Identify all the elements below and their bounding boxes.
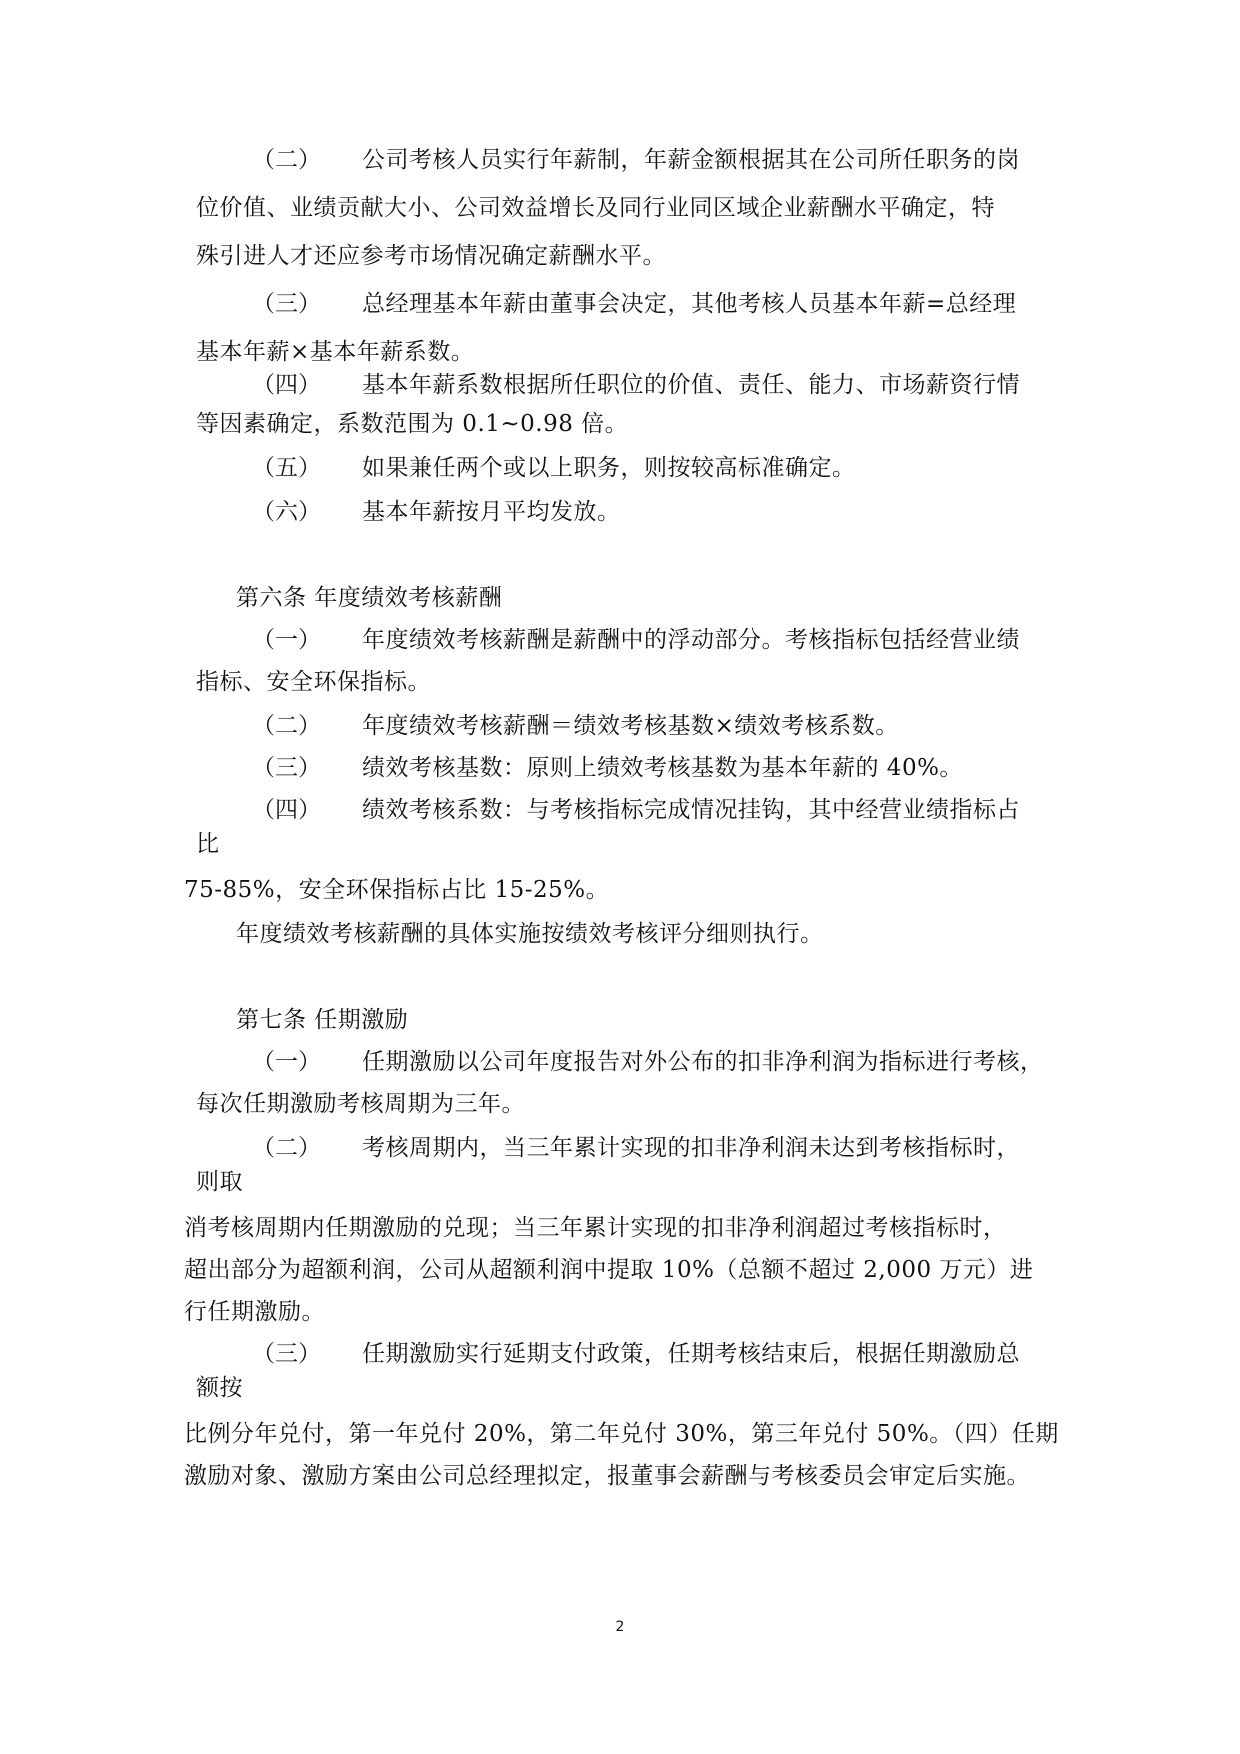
item-number: （一）	[252, 1049, 321, 1075]
paragraph-line: 任期激励以公司年度报告对外公布的扣非净利润为指标进行考核，	[362, 1049, 1044, 1075]
paragraph-line: 绩效考核基数：原则上绩效考核基数为基本年薪的 40%。	[362, 755, 963, 781]
article-heading: 第六条 年度绩效考核薪酬	[236, 585, 503, 611]
item-number: （二）	[252, 713, 321, 739]
paragraph-line: 考核周期内，当三年累计实现的扣非净利润未达到考核指标时，	[362, 1135, 1020, 1161]
item-number: （三）	[252, 291, 321, 317]
item-number: （二）	[252, 147, 321, 173]
item-number: （四）	[252, 372, 321, 398]
paragraph-line: 基本年薪系数根据所任职位的价值、责任、能力、市场薪资行情	[362, 372, 1020, 398]
item-number: （六）	[252, 499, 321, 525]
paragraph-line: 年度绩效考核薪酬是薪酬中的浮动部分。考核指标包括经营业绩	[362, 627, 1020, 653]
paragraph-line: 指标、安全环保指标。	[196, 669, 431, 695]
item-number: （三）	[252, 755, 321, 781]
paragraph-line: 75-85%，安全环保指标占比 15-25%。	[184, 877, 610, 903]
paragraph-line: 等因素确定，系数范围为 0.1~0.98 倍。	[196, 411, 629, 437]
paragraph-line: 位价值、业绩贡献大小、公司效益增长及同行业同区域企业薪酬水平确定，特	[196, 195, 995, 221]
paragraph-line: 殊引进人才还应参考市场情况确定薪酬水平。	[196, 243, 666, 269]
item-number: （四）	[252, 797, 321, 823]
paragraph-line: 激励对象、激励方案由公司总经理拟定，报董事会薪酬与考核委员会审定后实施。	[184, 1463, 1030, 1489]
paragraph-line: 任期激励实行延期支付政策，任期考核结束后，根据任期激励总	[362, 1341, 1020, 1367]
paragraph-line: 绩效考核系数：与考核指标完成情况挂钩，其中经营业绩指标占	[362, 797, 1020, 823]
item-number: （一）	[252, 627, 321, 653]
item-number: （三）	[252, 1341, 321, 1367]
item-number: （二）	[252, 1135, 321, 1161]
paragraph-line: 年度绩效考核薪酬＝绩效考核基数×绩效考核系数。	[362, 713, 899, 739]
paragraph-line: 消考核周期内任期激励的兑现；当三年累计实现的扣非净利润超过考核指标时，	[184, 1215, 1007, 1241]
paragraph-line: 比例分年兑付，第一年兑付 20%，第二年兑付 30%，第三年兑付 50%。（四）任期	[184, 1421, 1059, 1447]
paragraph-line: 则取	[196, 1169, 243, 1195]
paragraph-line: 超出部分为超额利润，公司从超额利润中提取 10%（总额不超过 2,000 万元）进	[184, 1257, 1034, 1283]
paragraph-line: 年度绩效考核薪酬的具体实施按绩效考核评分细则执行。	[236, 921, 824, 947]
paragraph-line: 额按	[196, 1375, 243, 1401]
paragraph-line: 比	[196, 831, 220, 857]
paragraph-line: 总经理基本年薪由董事会决定，其他考核人员基本年薪=总经理	[362, 291, 1017, 317]
paragraph-line: 如果兼任两个或以上职务，则按较高标准确定。	[362, 455, 856, 481]
paragraph-line: 基本年薪按月平均发放。	[362, 499, 621, 525]
paragraph-line: 行任期激励。	[184, 1299, 325, 1325]
paragraph-line: 基本年薪×基本年薪系数。	[196, 339, 475, 365]
item-number: （五）	[252, 455, 321, 481]
paragraph-line: 公司考核人员实行年薪制，年薪金额根据其在公司所任职务的岗	[362, 147, 1020, 173]
paragraph-line: 每次任期激励考核周期为三年。	[196, 1091, 525, 1117]
article-heading: 第七条 任期激励	[236, 1007, 409, 1033]
page-number: 2	[615, 1619, 625, 1635]
